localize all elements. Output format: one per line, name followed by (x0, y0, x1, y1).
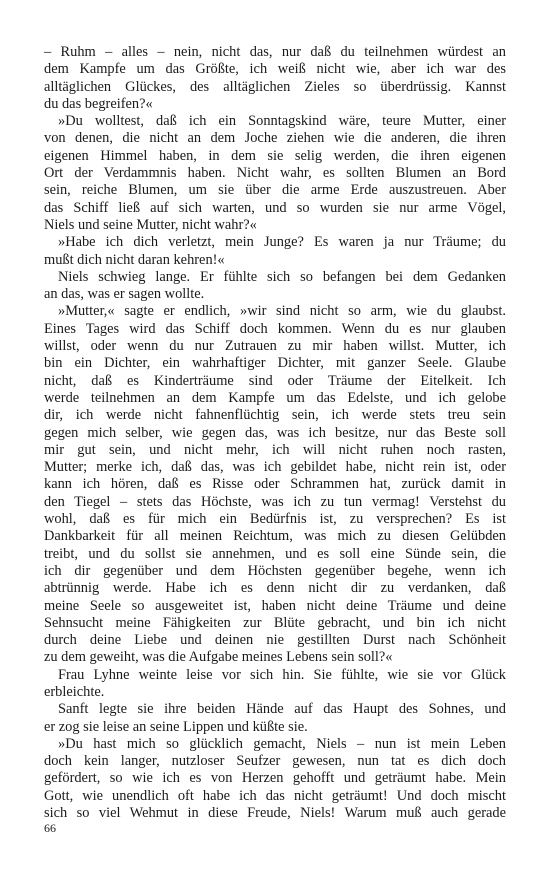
text-line: – Ruhm – alles – nein, nicht das, nur daß du teilnehmen würdest an (44, 44, 506, 60)
body-text (44, 44, 506, 822)
text-line: »Du hast mich so glücklich gemacht, Niels – nun ist mein Leben (58, 735, 506, 752)
text-line: er zog sie leise an seine Lippen und küßte sie. (44, 718, 308, 735)
text-line: treibt, und du sollst sie annehmen, und es soll eine Sünde sein, die (44, 545, 506, 562)
text-line: Sehnsucht meine Fähigkeiten zur Blüte gebracht, und bin ich nicht (44, 614, 506, 631)
text-line: sich so viel Wehmut in diese Freude, Niels! Warum muß auch gerade (44, 805, 506, 822)
text-line: nicht, daß es Kinderträume sind oder Träume der Eitelkeit. Ich (44, 372, 506, 389)
text-line: erbleichte. (44, 683, 105, 700)
text-line: doch kein langer, nutzloser Seufzer gewesen, nun tat es dich doch (44, 753, 506, 770)
text-line: durch deine Liebe und deinen nie gestillten Durst nach Schönheit (44, 632, 506, 649)
text-line: Niels und seine Mutter, nicht wahr?« (44, 216, 257, 233)
text-line: den Tiegel – stets das Höchste, was ich zu tun vermag! Verstehst du (44, 493, 506, 510)
text-line: Frau Lyhne weinte leise vor sich hin. Sie fühlte, wie sie vor Glück (58, 666, 506, 683)
text-line: ich dir gegenüber und dem Höchsten gegenüber begehe, wenn ich (44, 562, 506, 579)
text-line: du das begreifen?« (44, 95, 153, 112)
text-line: sein, reiche Blumen, um sie über die arme Erde auszustreuen. Aber (44, 182, 506, 199)
text-line: willst, oder wenn du nur Zutrauen zu mir haben willst. Mutter, ich (44, 338, 506, 355)
text-line: bin ein Dichter, ein wahrhaftiger Dichter, mit ganzer Seele. Glaube (44, 355, 506, 372)
text-line: abtrünnig werde. Habe ich es denn nicht dir zu verdanken, daß (44, 580, 506, 597)
text-line: gefördert, so wie ich es von Herzen gehofft und geträumt habe. Mein (44, 770, 506, 787)
text-line: »Mutter,« sagte er endlich, »wir sind nicht so arm, wie du glaubst. (58, 303, 506, 320)
text-line: »Du wolltest, daß ich ein Sonntagskind wäre, teure Mutter, einer (58, 113, 506, 130)
text-line: Niels schwieg lange. Er fühlte sich so befangen bei dem Gedanken (58, 268, 506, 285)
text-line: »Habe ich dich verletzt, mein Junge? Es waren ja nur Träume; du (58, 234, 506, 251)
page-number: 66 (44, 821, 56, 835)
text-line: meine Seele so ausgeweitet ist, haben nicht deine Träume und deine (44, 597, 506, 614)
text-line: werde teilnehmen an dem Kampfe um das Edelste, und ich gelobe (44, 389, 506, 406)
text-line: dem Kampfe um das Größte, ich weiß nicht wie, aber ich war des (44, 61, 506, 78)
text-line: mir gut sein, und nicht mehr, ich will nicht ruhen noch rasten, (44, 441, 506, 458)
text-line: gegen mich selber, wie gegen das, was ich besitze, nur das Beste soll (44, 424, 506, 441)
text-line: Sanft legte sie ihre beiden Hände auf das Haupt des Sohnes, und (58, 701, 506, 718)
text-line: wohl, daß es für mich ein Bedürfnis ist, zu versprechen? Es ist (44, 511, 506, 528)
text-line: Dankbarkeit für all meinen Reichtum, was mich zu diesen Gelübden (44, 528, 506, 545)
text-line: Gott, wie unendlich oft habe ich das nicht geträumt! Und doch mischt (44, 787, 506, 804)
text-line: das Schiff ließ auf sich warten, und so wurden sie nur arme Vögel, (44, 199, 506, 216)
text-line: eigenen Himmel haben, in dem sie selig werden, die ihren eigenen (44, 147, 506, 164)
text-line: dir, ich werde nicht fahnenflüchtig sein, ich werde stets treu sein (44, 407, 506, 424)
text-line: von denen, die nicht an dem Joche ziehen wie die anderen, die ihren (44, 130, 506, 147)
text-line: zu dem geweiht, was die Aufgabe meines Lebens sein soll?« (44, 649, 393, 666)
text-line: Eines Tages wird das Schiff doch kommen. Wenn du es nur glauben (44, 320, 506, 337)
text-line: mußt dich nicht daran kehren!« (44, 251, 225, 268)
text-line: Mutter; merke ich, daß das, was ich gebildet habe, nicht rein ist, oder (44, 459, 506, 476)
text-line: alltäglichen Glückes, des alltäglichen Zieles so überdrüssig. Kannst (44, 78, 506, 95)
text-line: Ort der Verdammnis haben. Nicht wahr, es sollten Blumen an Bord (44, 165, 506, 182)
text-line: an das, was er sagen wollte. (44, 286, 205, 303)
text-line: kann ich hören, daß es Risse oder Schrammen hat, zurück damit in (44, 476, 506, 493)
